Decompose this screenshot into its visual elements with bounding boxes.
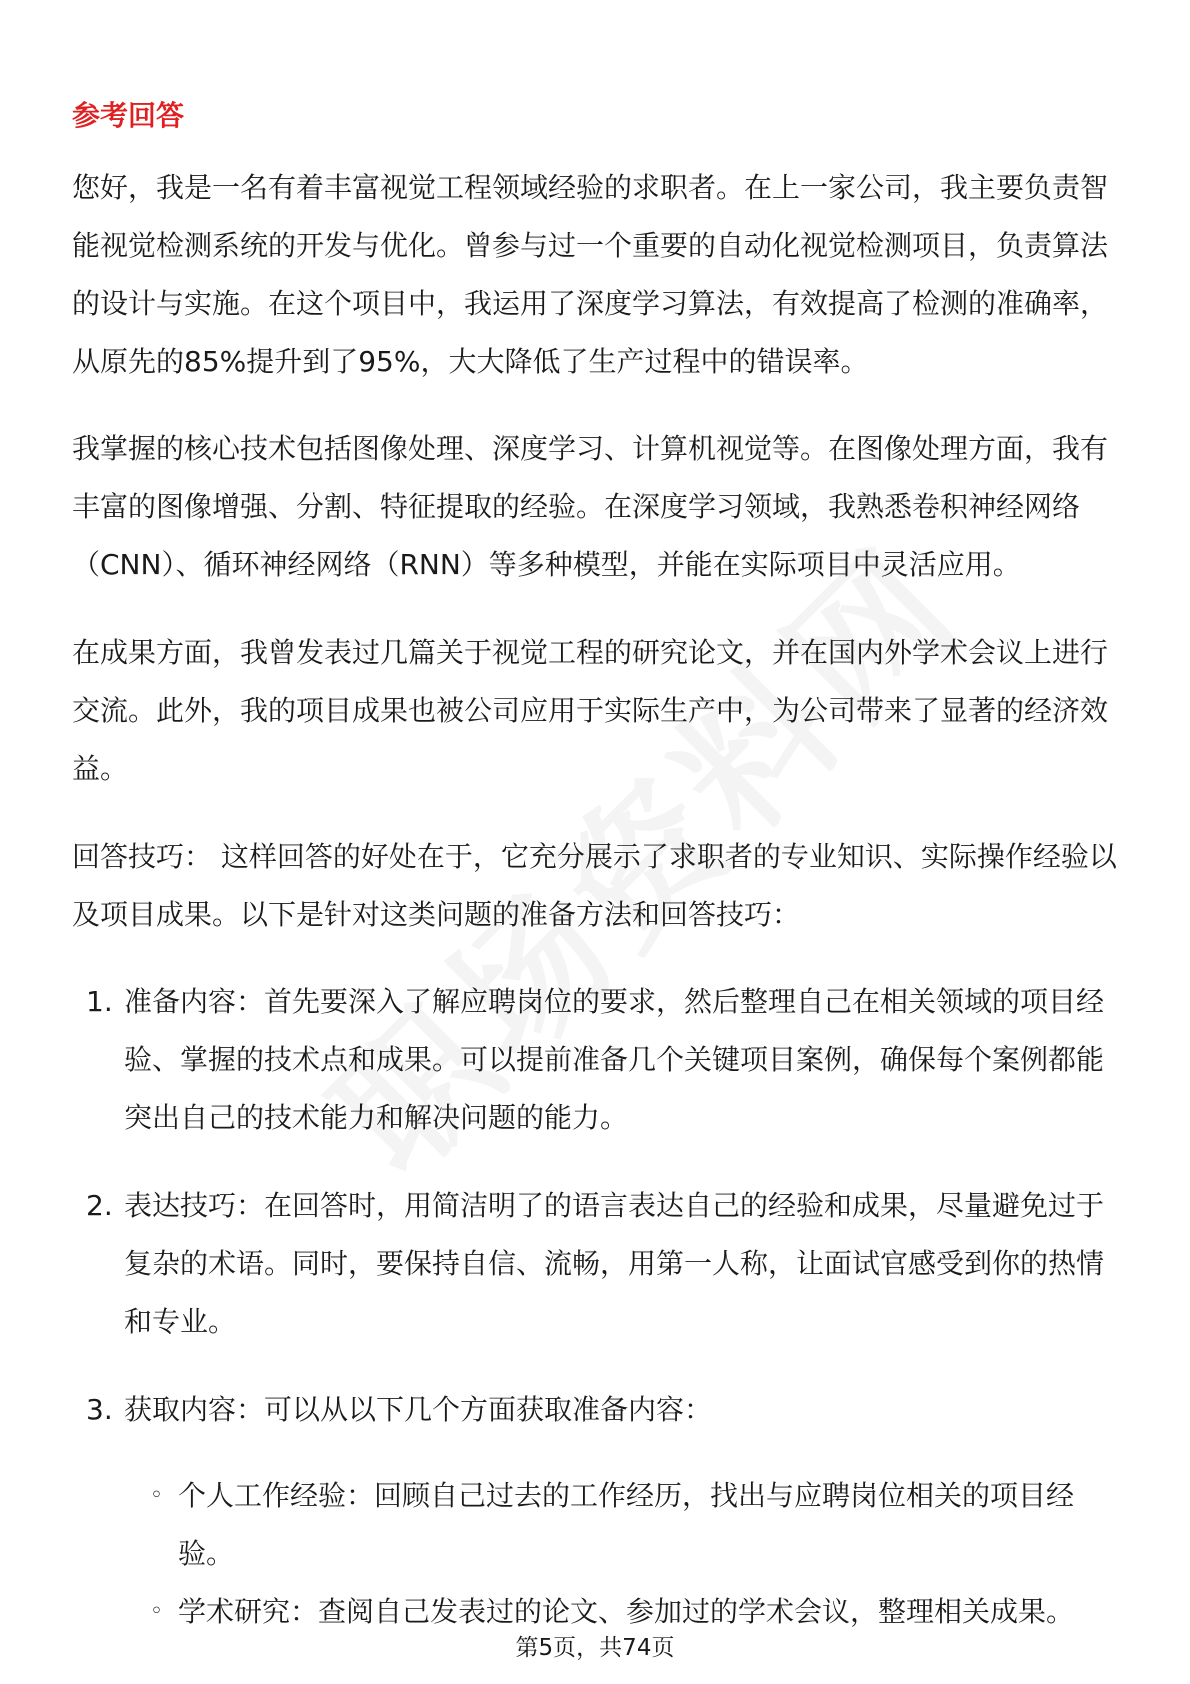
- list-item-text: 准备内容：首先要深入了解应聘岗位的要求，然后整理自己在相关领域的项目经验、掌握的技术点和成果。可以提前准备几个关键项目案例，确保每个案例都能突出自己的技术能力和解决问题的能力。: [124, 985, 1105, 1134]
- section-heading: 参考回答: [72, 99, 185, 132]
- paragraph-achievements: 在成果方面，我曾发表过几篇关于视觉工程的研究论文，并在国内外学术会议上进行交流。此外，我的项目成果也被公司应用于实际生产中，为公司带来了显著的经济效益。: [72, 636, 1109, 785]
- bullet-icon: ◦: [150, 1599, 163, 1624]
- list-number: 1.: [86, 985, 113, 1018]
- list-item-text: 获取内容：可以从以下几个方面获取准备内容：: [124, 1393, 713, 1426]
- list-item-text: 表达技巧：在回答时，用简洁明了的语言表达自己的经验和成果，尽量避免过于复杂的术语。同时，要保持自信、流畅，用第一人称，让面试官感受到你的热情和专业。: [124, 1189, 1105, 1338]
- list-number: 3.: [86, 1393, 113, 1426]
- bullet-icon: ◦: [150, 1483, 163, 1508]
- paragraph-skills: 我掌握的核心技术包括图像处理、深度学习、计算机视觉等。在图像处理方面，我有丰富的图像增强、分割、特征提取的经验。在深度学习领域，我熟悉卷积神经网络（CNN）、循环神经网络（RNN）等多种模型，并能在实际项目中灵活应用。: [72, 432, 1109, 581]
- list-number: 2.: [86, 1189, 113, 1222]
- paragraph-tips: 回答技巧： 这样回答的好处在于，它充分展示了求职者的专业知识、实际操作经验以及项目成果。以下是针对这类问题的准备方法和回答技巧：: [72, 840, 1117, 931]
- paragraph-experience: 您好，我是一名有着丰富视觉工程领域经验的求职者。在上一家公司，我主要负责智能视觉检测系统的开发与优化。曾参与过一个重要的自动化视觉检测项目，负责算法的设计与实施。在这个项目中，我运用了深度学习算法，有效提高了检测的准确率，从原先的85%提升到了95%，大大降低了生产过程中的错误率。: [72, 171, 1109, 378]
- sublist-item-text: 学术研究：查阅自己发表过的论文、参加过的学术会议，整理相关成果。: [178, 1595, 1075, 1628]
- sublist-item-text: 个人工作经验：回顾自己过去的工作经历，找出与应聘岗位相关的项目经验。: [178, 1479, 1075, 1570]
- page-number: 第5页，共74页: [515, 1635, 675, 1661]
